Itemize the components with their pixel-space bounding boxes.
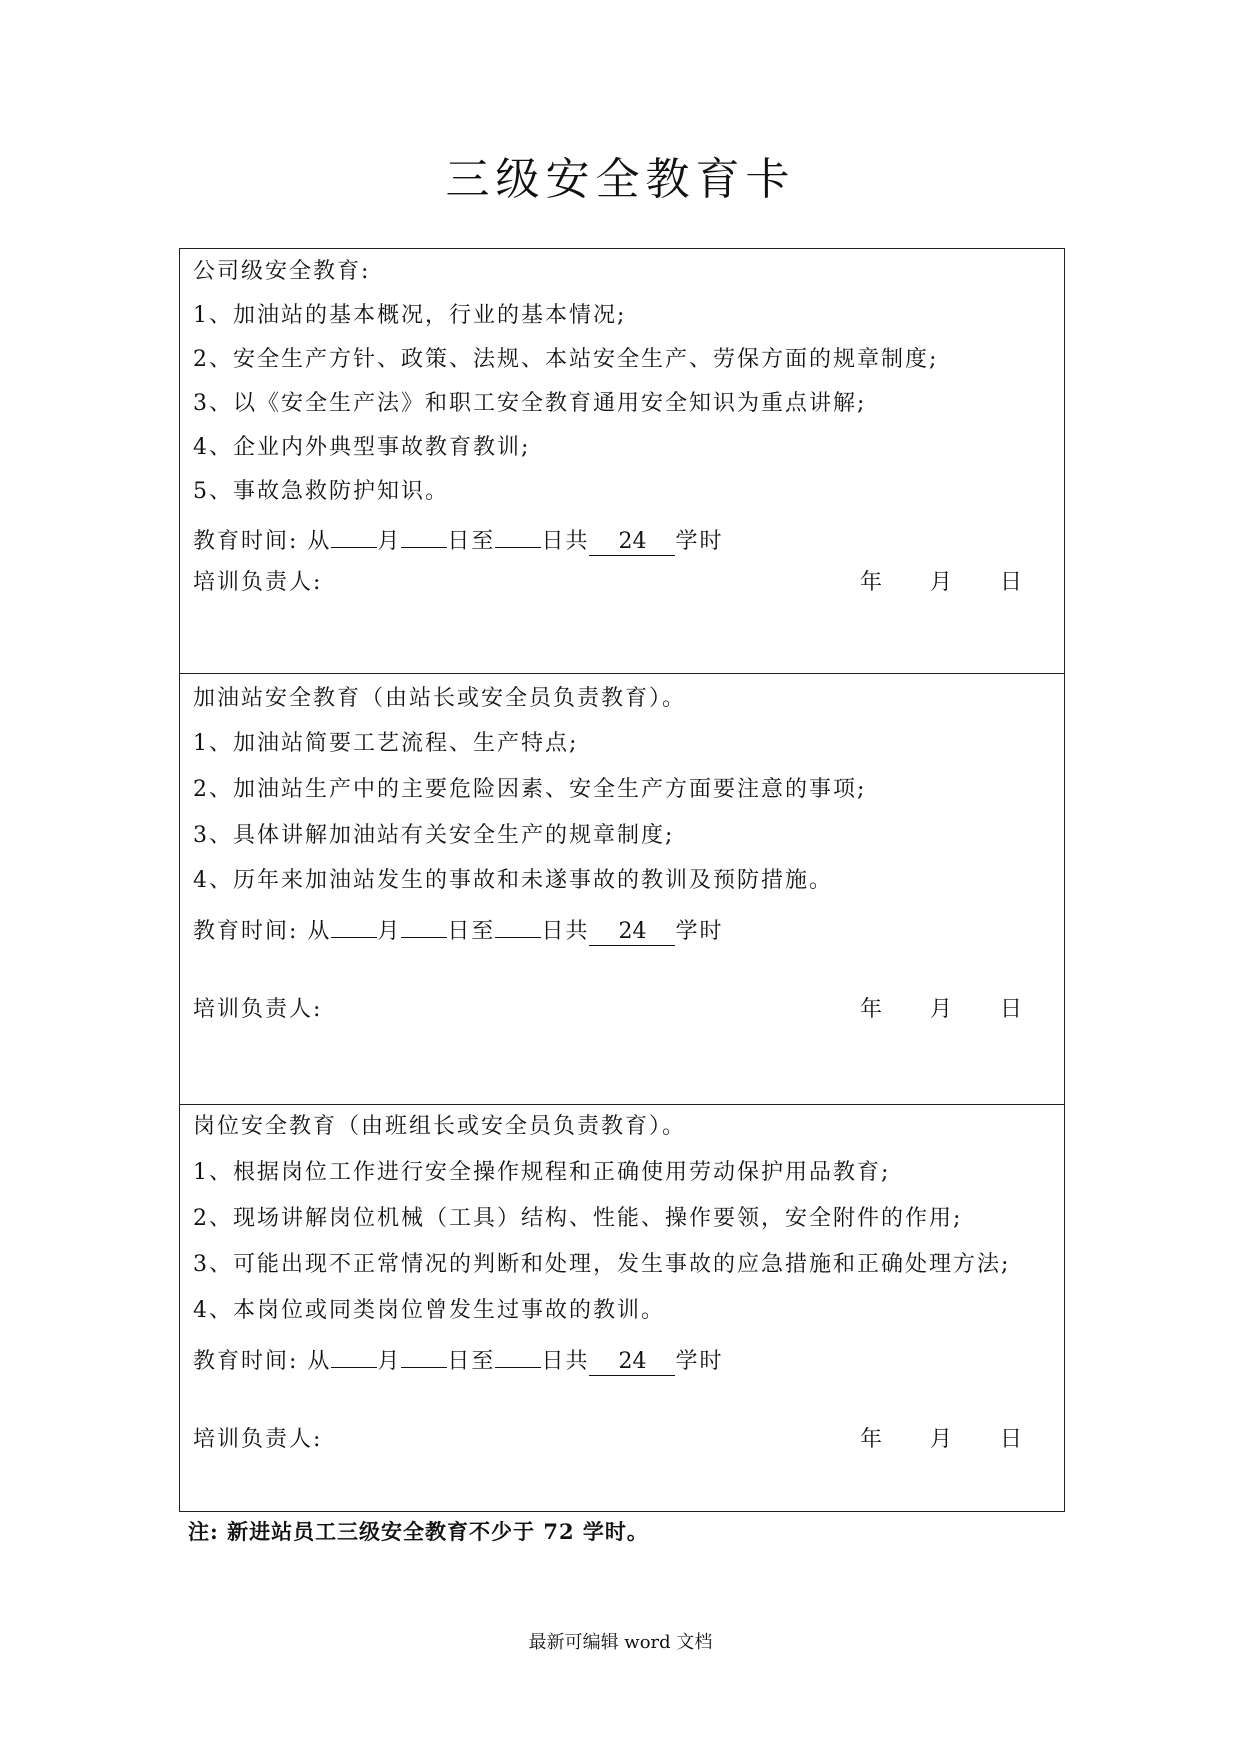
day-to-blank[interactable] xyxy=(495,1341,541,1368)
list-item: 3、可能出现不正常情况的判断和处理，发生事故的应急措施和正确处理方法; xyxy=(193,1252,1011,1277)
month-label: 月 xyxy=(377,1349,402,1374)
hours-unit: 学时 xyxy=(675,919,724,944)
list-item: 5、事故急救防护知识。 xyxy=(193,479,449,504)
list-item: 2、加油站生产中的主要危险因素、安全生产方面要注意的事项; xyxy=(193,777,867,802)
month-date-label: 月 xyxy=(929,997,952,1022)
month-label: 月 xyxy=(377,529,402,554)
month-blank[interactable] xyxy=(331,521,377,548)
month-blank[interactable] xyxy=(331,911,377,938)
day-to-label: 日至 xyxy=(447,1349,496,1374)
page-title: 三级安全教育卡 xyxy=(445,154,796,205)
time-label: 教育时间: 从 xyxy=(193,919,332,944)
list-item: 3、具体讲解加油站有关安全生产的规章制度; xyxy=(193,823,675,848)
day-label: 日 xyxy=(999,997,1022,1022)
section-heading: 公司级安全教育: xyxy=(193,259,371,284)
day-label: 日 xyxy=(999,570,1022,595)
sign-date xyxy=(860,568,1022,598)
list-item: 1、加油站的基本概况，行业的基本情况; xyxy=(193,303,627,328)
responsible-label: 培训负责人: xyxy=(193,997,323,1022)
sign-date xyxy=(860,995,1022,1025)
section-company-level xyxy=(180,249,1064,673)
day-total-label: 日共 xyxy=(541,919,590,944)
hours-value[interactable]: 24 xyxy=(589,1349,675,1376)
day-to-blank[interactable] xyxy=(495,911,541,938)
section-post-level xyxy=(180,1104,1064,1513)
responsible-label: 培训负责人: xyxy=(193,570,323,595)
year-label: 年 xyxy=(859,1427,882,1452)
list-item: 1、根据岗位工作进行安全操作规程和正确使用劳动保护用品教育; xyxy=(193,1160,891,1185)
month-date-label: 月 xyxy=(929,1427,952,1452)
section-heading: 加油站安全教育（由站长或安全员负责教育）。 xyxy=(193,686,687,711)
day-from-blank[interactable] xyxy=(401,521,447,548)
list-item: 2、现场讲解岗位机械（工具）结构、性能、操作要领，安全附件的作用; xyxy=(193,1206,963,1231)
footnote: 注: 新进站员工三级安全教育不少于 72 学时。 xyxy=(188,1519,649,1544)
day-from-blank[interactable] xyxy=(401,1341,447,1368)
responsible-label: 培训负责人: xyxy=(193,1427,323,1452)
year-label: 年 xyxy=(859,570,882,595)
list-item: 4、本岗位或同类岗位曾发生过事故的教训。 xyxy=(193,1298,665,1323)
education-time-row xyxy=(193,911,723,947)
page-footer: 最新可编辑 word 文档 xyxy=(528,1632,713,1653)
time-label: 教育时间: 从 xyxy=(193,1349,332,1374)
month-blank[interactable] xyxy=(331,1341,377,1368)
list-item: 4、历年来加油站发生的事故和未遂事故的教训及预防措施。 xyxy=(193,868,833,893)
month-date-label: 月 xyxy=(929,570,952,595)
hours-value[interactable]: 24 xyxy=(589,919,675,946)
section-heading: 岗位安全教育（由班组长或安全员负责教育）。 xyxy=(193,1114,687,1139)
day-to-blank[interactable] xyxy=(495,521,541,548)
list-item: 2、安全生产方针、政策、法规、本站安全生产、劳保方面的规章制度; xyxy=(193,347,939,372)
day-to-label: 日至 xyxy=(447,919,496,944)
day-total-label: 日共 xyxy=(541,1349,590,1374)
section-station-level xyxy=(180,673,1064,1104)
hours-value[interactable]: 24 xyxy=(589,529,675,556)
time-label: 教育时间: 从 xyxy=(193,529,332,554)
hours-unit: 学时 xyxy=(675,529,724,554)
day-to-label: 日至 xyxy=(447,529,496,554)
day-total-label: 日共 xyxy=(541,529,590,554)
education-time-row xyxy=(193,521,723,557)
day-label: 日 xyxy=(999,1427,1022,1452)
list-item: 3、以《安全生产法》和职工安全教育通用安全知识为重点讲解; xyxy=(193,391,867,416)
list-item: 1、加油站简要工艺流程、生产特点; xyxy=(193,731,579,756)
hours-unit: 学时 xyxy=(675,1349,724,1374)
education-card xyxy=(179,248,1065,1512)
year-label: 年 xyxy=(859,997,882,1022)
day-from-blank[interactable] xyxy=(401,911,447,938)
month-label: 月 xyxy=(377,919,402,944)
education-time-row xyxy=(193,1341,723,1377)
sign-date xyxy=(860,1425,1022,1455)
list-item: 4、企业内外典型事故教育教训; xyxy=(193,435,531,460)
